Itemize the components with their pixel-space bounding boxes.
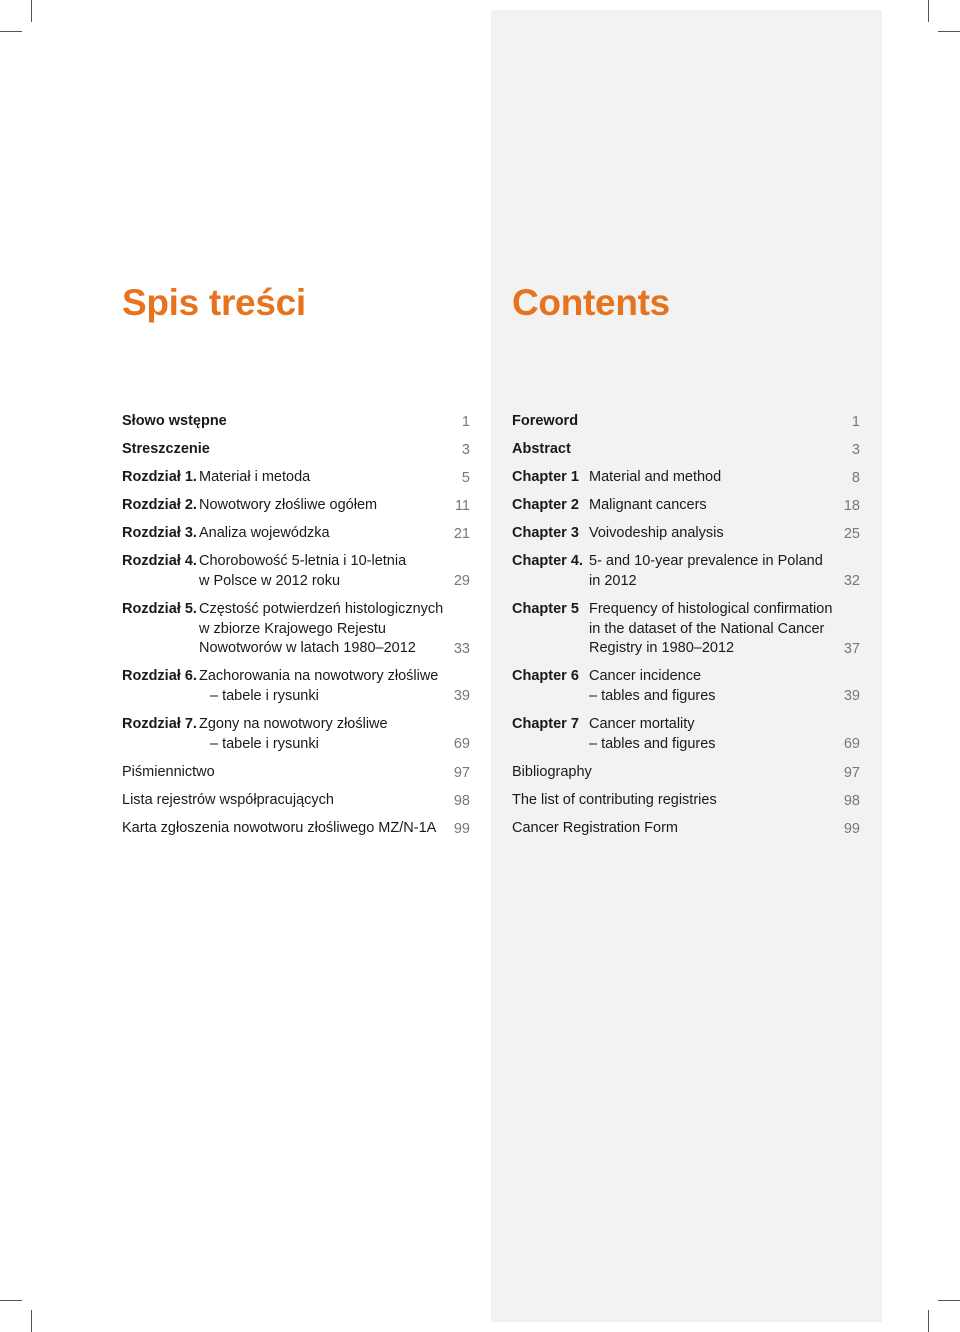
crop-mark (938, 31, 960, 32)
toc-page-number: 1 (461, 413, 470, 430)
toc-entry-chapter-5[interactable] (512, 600, 860, 659)
toc-entry-abstract[interactable] (122, 440, 470, 460)
toc-entry-label: Foreword (512, 413, 579, 429)
toc-title-line: w Polsce w 2012 roku (199, 572, 341, 589)
polish-heading: Spis treści (122, 282, 306, 323)
toc-entry-label: Lista rejestrów współpracujących (122, 792, 334, 808)
toc-chapter-title: Material and method (589, 469, 722, 485)
toc-page-number: 3 (851, 441, 860, 458)
toc-title-line: Frequency of histological confirmation (589, 601, 833, 617)
toc-page-number: 99 (843, 820, 860, 837)
toc-entry-chapter-3[interactable] (512, 524, 860, 544)
toc-chapter-title: Malignant cancers (589, 497, 707, 513)
toc-page-number: 99 (453, 820, 470, 837)
toc-page-number: 29 (453, 572, 470, 589)
toc-chapter-title: Voivodeship analysis (589, 525, 724, 541)
english-heading: Contents (512, 282, 670, 323)
toc-page-number: 98 (843, 792, 860, 809)
toc-entry-label: Streszczenie (122, 441, 210, 457)
toc-title-line: w zbiorze Krajowego Rejestu (199, 620, 386, 637)
toc-title-line: – tables and figures (589, 687, 716, 704)
toc-entry-abstract[interactable] (512, 440, 860, 460)
toc-chapter-label: Rozdział 2. (122, 497, 197, 513)
crop-mark (0, 31, 22, 32)
toc-page-number: 97 (453, 764, 470, 781)
toc-chapter-title (589, 552, 839, 591)
toc-chapter-label: Chapter 6 (512, 668, 579, 684)
toc-entry-label: The list of contributing registries (512, 792, 717, 808)
toc-chapter-label: Rozdział 4. (122, 553, 197, 569)
toc-title-line: Zachorowania na nowotwory złośliwe (199, 668, 439, 684)
toc-page-number: 33 (453, 640, 470, 657)
toc-chapter-title (589, 600, 839, 659)
toc-entry-label: Piśmiennictwo (122, 764, 215, 780)
toc-entry-foreword[interactable] (512, 412, 860, 432)
toc-chapter-label: Rozdział 3. (122, 525, 197, 541)
toc-entry-label: Bibliography (512, 764, 592, 780)
toc-title-line: Chorobowość 5-letnia i 10-letnia (199, 553, 407, 569)
toc-chapter-title (199, 600, 449, 659)
toc-chapter-label: Chapter 3 (512, 525, 579, 541)
toc-chapter-label: Rozdział 6. (122, 668, 197, 684)
toc-title-line: in the dataset of the National Cancer (589, 620, 825, 637)
toc-entry-bibliography[interactable] (122, 763, 470, 783)
toc-entry-registries[interactable] (122, 791, 470, 811)
toc-chapter-label: Chapter 7 (512, 716, 579, 732)
toc-chapter-title (199, 552, 449, 591)
crop-mark (31, 0, 32, 22)
toc-entry-chapter-4[interactable] (512, 552, 860, 591)
toc-entry-chapter-5[interactable] (122, 600, 470, 659)
toc-chapter-label: Rozdział 7. (122, 716, 197, 732)
toc-page-number: 69 (843, 735, 860, 752)
toc-entry-label: Słowo wstępne (122, 413, 227, 429)
toc-page-number: 8 (851, 469, 860, 486)
toc-entry-chapter-1[interactable] (122, 468, 470, 488)
toc-entry-registration-form[interactable] (122, 819, 470, 839)
toc-title-line: Zgony na nowotwory złośliwe (199, 716, 388, 732)
contents-background-panel (491, 10, 882, 1322)
toc-page-number: 39 (453, 687, 470, 704)
toc-title-line: – tabele i rysunki (210, 735, 319, 752)
toc-chapter-title: Nowotwory złośliwe ogółem (199, 497, 378, 513)
toc-title-line: 5- and 10-year prevalence in Poland (589, 553, 823, 569)
toc-entry-label: Abstract (512, 441, 571, 457)
toc-entry-label: Karta zgłoszenia nowotworu złośliwego MZ/N-1A (122, 820, 437, 836)
toc-chapter-label: Chapter 5 (512, 601, 579, 617)
toc-chapter-label: Chapter 4. (512, 553, 583, 569)
toc-chapter-label: Rozdział 1. (122, 469, 197, 485)
toc-entry-chapter-2[interactable] (122, 496, 470, 516)
toc-entry-registration-form[interactable] (512, 819, 860, 839)
toc-entry-foreword[interactable] (122, 412, 470, 432)
toc-entry-bibliography[interactable] (512, 763, 860, 783)
toc-page-number: 39 (843, 687, 860, 704)
toc-chapter-label: Chapter 1 (512, 469, 579, 485)
crop-mark (938, 1300, 960, 1301)
toc-entry-chapter-7[interactable] (122, 715, 470, 754)
toc-title-line: Częstość potwierdzeń histologicznych (199, 601, 444, 617)
toc-page-number: 18 (843, 497, 860, 514)
crop-mark (928, 1310, 929, 1332)
toc-page-number: 97 (843, 764, 860, 781)
toc-page-number: 69 (453, 735, 470, 752)
toc-entry-chapter-7[interactable] (512, 715, 860, 754)
toc-title-line: – tabele i rysunki (210, 687, 319, 704)
toc-entry-chapter-4[interactable] (122, 552, 470, 591)
toc-entry-chapter-1[interactable] (512, 468, 860, 488)
crop-mark (928, 0, 929, 22)
toc-page-number: 11 (454, 497, 470, 514)
toc-entry-label: Cancer Registration Form (512, 820, 678, 836)
toc-entry-chapter-3[interactable] (122, 524, 470, 544)
toc-page-number: 32 (843, 572, 860, 589)
toc-entry-registries[interactable] (512, 791, 860, 811)
toc-title-line: in 2012 (589, 572, 637, 589)
toc-page-number: 5 (461, 469, 470, 486)
crop-mark (0, 1300, 22, 1301)
toc-entry-chapter-6[interactable] (512, 667, 860, 706)
toc-chapter-title (199, 667, 449, 706)
toc-title-line: Cancer mortality (589, 716, 695, 732)
crop-mark (31, 1310, 32, 1332)
toc-chapter-title (589, 715, 839, 754)
toc-title-line: Registry in 1980–2012 (589, 640, 735, 656)
toc-page-number: 98 (453, 792, 470, 809)
toc-chapter-title: Analiza wojewódzka (199, 525, 330, 541)
toc-page-number: 37 (843, 640, 860, 657)
toc-entry-chapter-6[interactable] (122, 667, 470, 706)
toc-title-line: Cancer incidence (589, 668, 702, 684)
toc-page-number: 21 (453, 525, 470, 542)
toc-chapter-title: Materiał i metoda (199, 469, 311, 485)
toc-entry-chapter-2[interactable] (512, 496, 860, 516)
toc-title-line: Nowotworów w latach 1980–2012 (199, 640, 416, 656)
toc-page-number: 25 (843, 525, 860, 542)
toc-chapter-label: Chapter 2 (512, 497, 579, 513)
toc-chapter-title (199, 715, 449, 754)
toc-chapter-label: Rozdział 5. (122, 601, 197, 617)
toc-title-line: – tables and figures (589, 735, 716, 752)
toc-page-number: 3 (461, 441, 470, 458)
toc-chapter-title (589, 667, 839, 706)
toc-page-number: 1 (851, 413, 860, 430)
